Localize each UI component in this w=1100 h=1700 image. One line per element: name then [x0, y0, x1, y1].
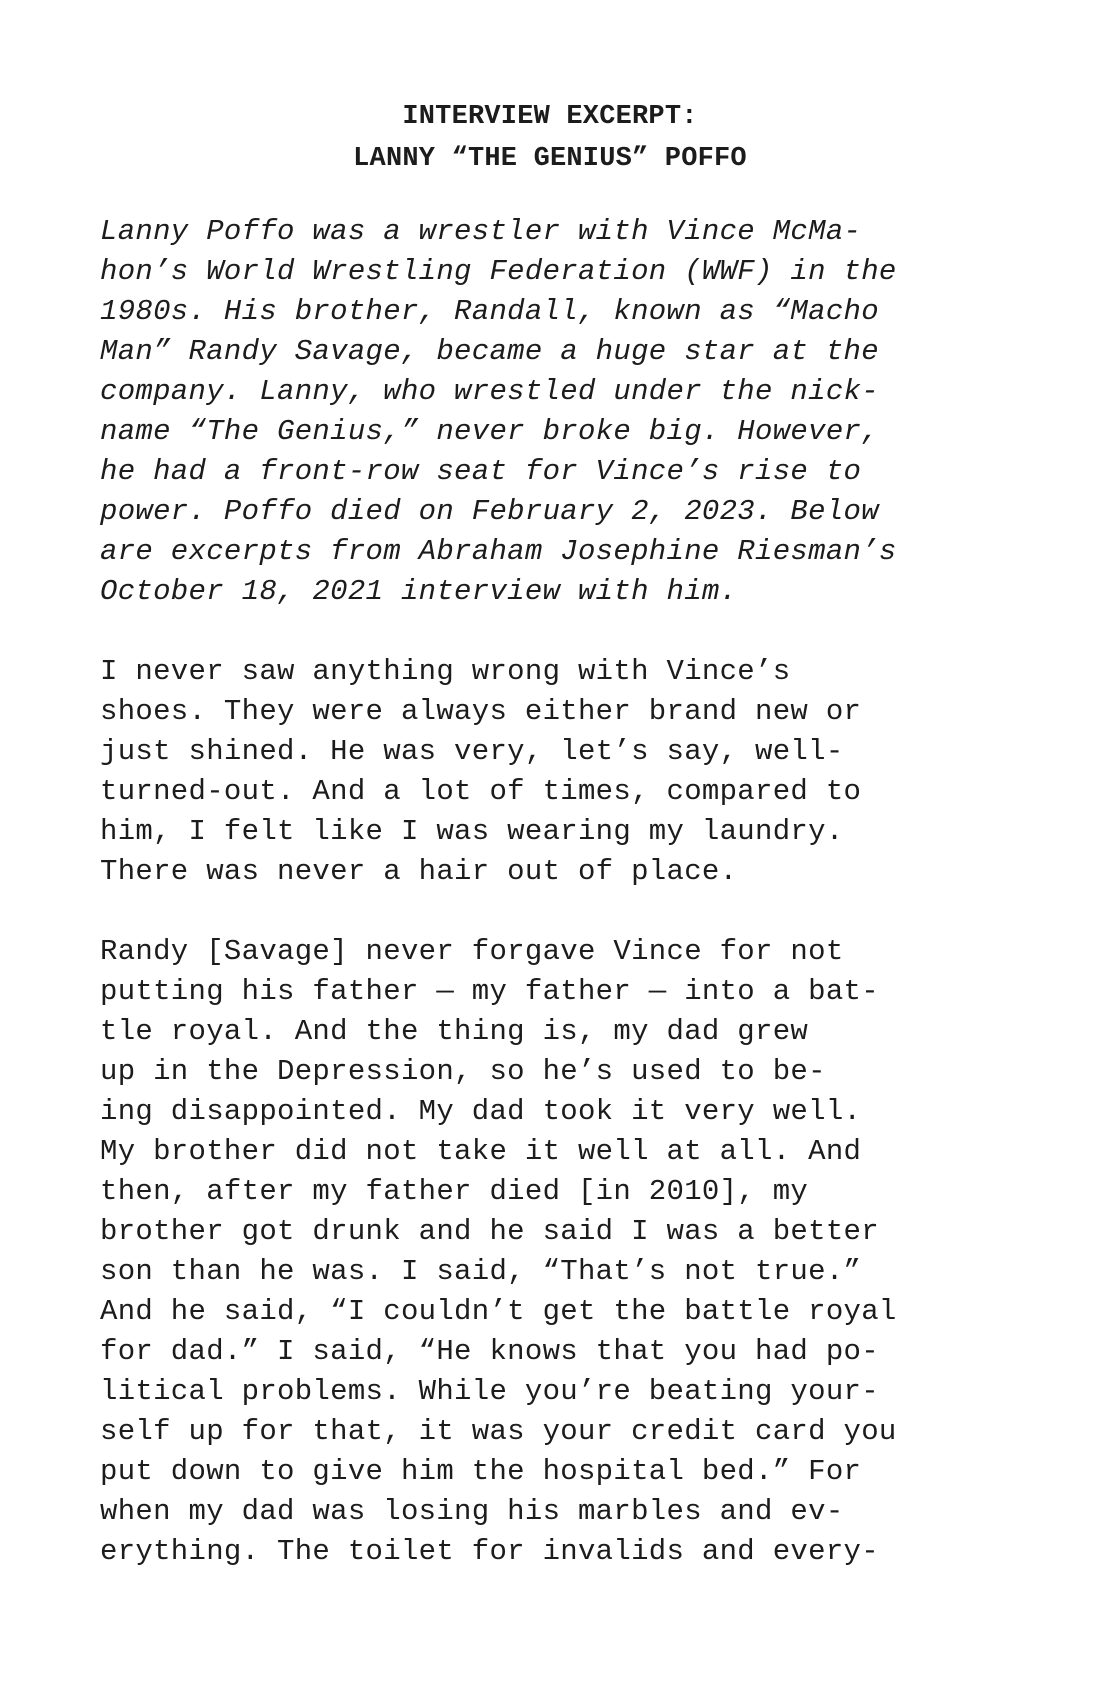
title-line-1: INTERVIEW EXCERPT:: [402, 102, 698, 132]
body-line: when my dad was losing his marbles and ev-: [100, 1495, 844, 1528]
body-line: erything. The toilet for invalids and every-: [100, 1535, 879, 1568]
body-line: shoes. They were always either brand new or: [100, 695, 862, 728]
body-line: him, I felt like I was wearing my laundry.: [100, 815, 844, 848]
body-line: son than he was. I said, “That’s not true.”: [100, 1255, 862, 1288]
intro-line: company. Lanny, who wrestled under the nick-: [100, 375, 879, 408]
body-line: self up for that, it was your credit card you: [100, 1415, 897, 1448]
body-line: up in the Depression, so he’s used to be-: [100, 1055, 826, 1088]
intro-line: hon’s World Wrestling Federation (WWF) in the: [100, 255, 897, 288]
body-line: And he said, “I couldn’t get the battle royal: [100, 1295, 897, 1328]
intro-line: power. Poffo died on February 2, 2023. Below: [100, 495, 879, 528]
intro-line: 1980s. His brother, Randall, known as “Macho: [100, 295, 879, 328]
body-line: I never saw anything wrong with Vince’s: [100, 655, 791, 688]
title-line-2: LANNY “THE GENIUS” POFFO: [353, 144, 747, 174]
body-line: for dad.” I said, “He knows that you had po-: [100, 1335, 879, 1368]
body-line: There was never a hair out of place.: [100, 855, 738, 888]
body-paragraph-2: [100, 932, 1000, 1572]
body-line: Randy [Savage] never forgave Vince for not: [100, 935, 844, 968]
body-line: brother got drunk and he said I was a better: [100, 1215, 879, 1248]
intro-paragraph: [100, 212, 1000, 612]
body-line: putting his father — my father — into a bat-: [100, 975, 879, 1008]
body-paragraph-1: [100, 652, 1000, 892]
intro-line: October 18, 2021 interview with him.: [100, 575, 738, 608]
body-line: then, after my father died [in 2010], my: [100, 1175, 809, 1208]
intro-line: he had a front-row seat for Vince’s rise to: [100, 455, 862, 488]
body-line: put down to give him the hospital bed.” For: [100, 1455, 862, 1488]
body-line: turned-out. And a lot of times, compared to: [100, 775, 862, 808]
intro-line: are excerpts from Abraham Josephine Riesman’s: [100, 535, 897, 568]
body-line: litical problems. While you’re beating your-: [100, 1375, 879, 1408]
body-line: My brother did not take it well at all. And: [100, 1135, 862, 1168]
intro-line: name “The Genius,” never broke big. However,: [100, 415, 879, 448]
body-line: tle royal. And the thing is, my dad grew: [100, 1015, 809, 1048]
body-line: just shined. He was very, let’s say, well-: [100, 735, 844, 768]
body-line: ing disappointed. My dad took it very well.: [100, 1095, 862, 1128]
intro-line: Lanny Poffo was a wrestler with Vince McMa-: [100, 215, 862, 248]
page-title: [0, 96, 1100, 180]
intro-line: Man” Randy Savage, became a huge star at the: [100, 335, 879, 368]
